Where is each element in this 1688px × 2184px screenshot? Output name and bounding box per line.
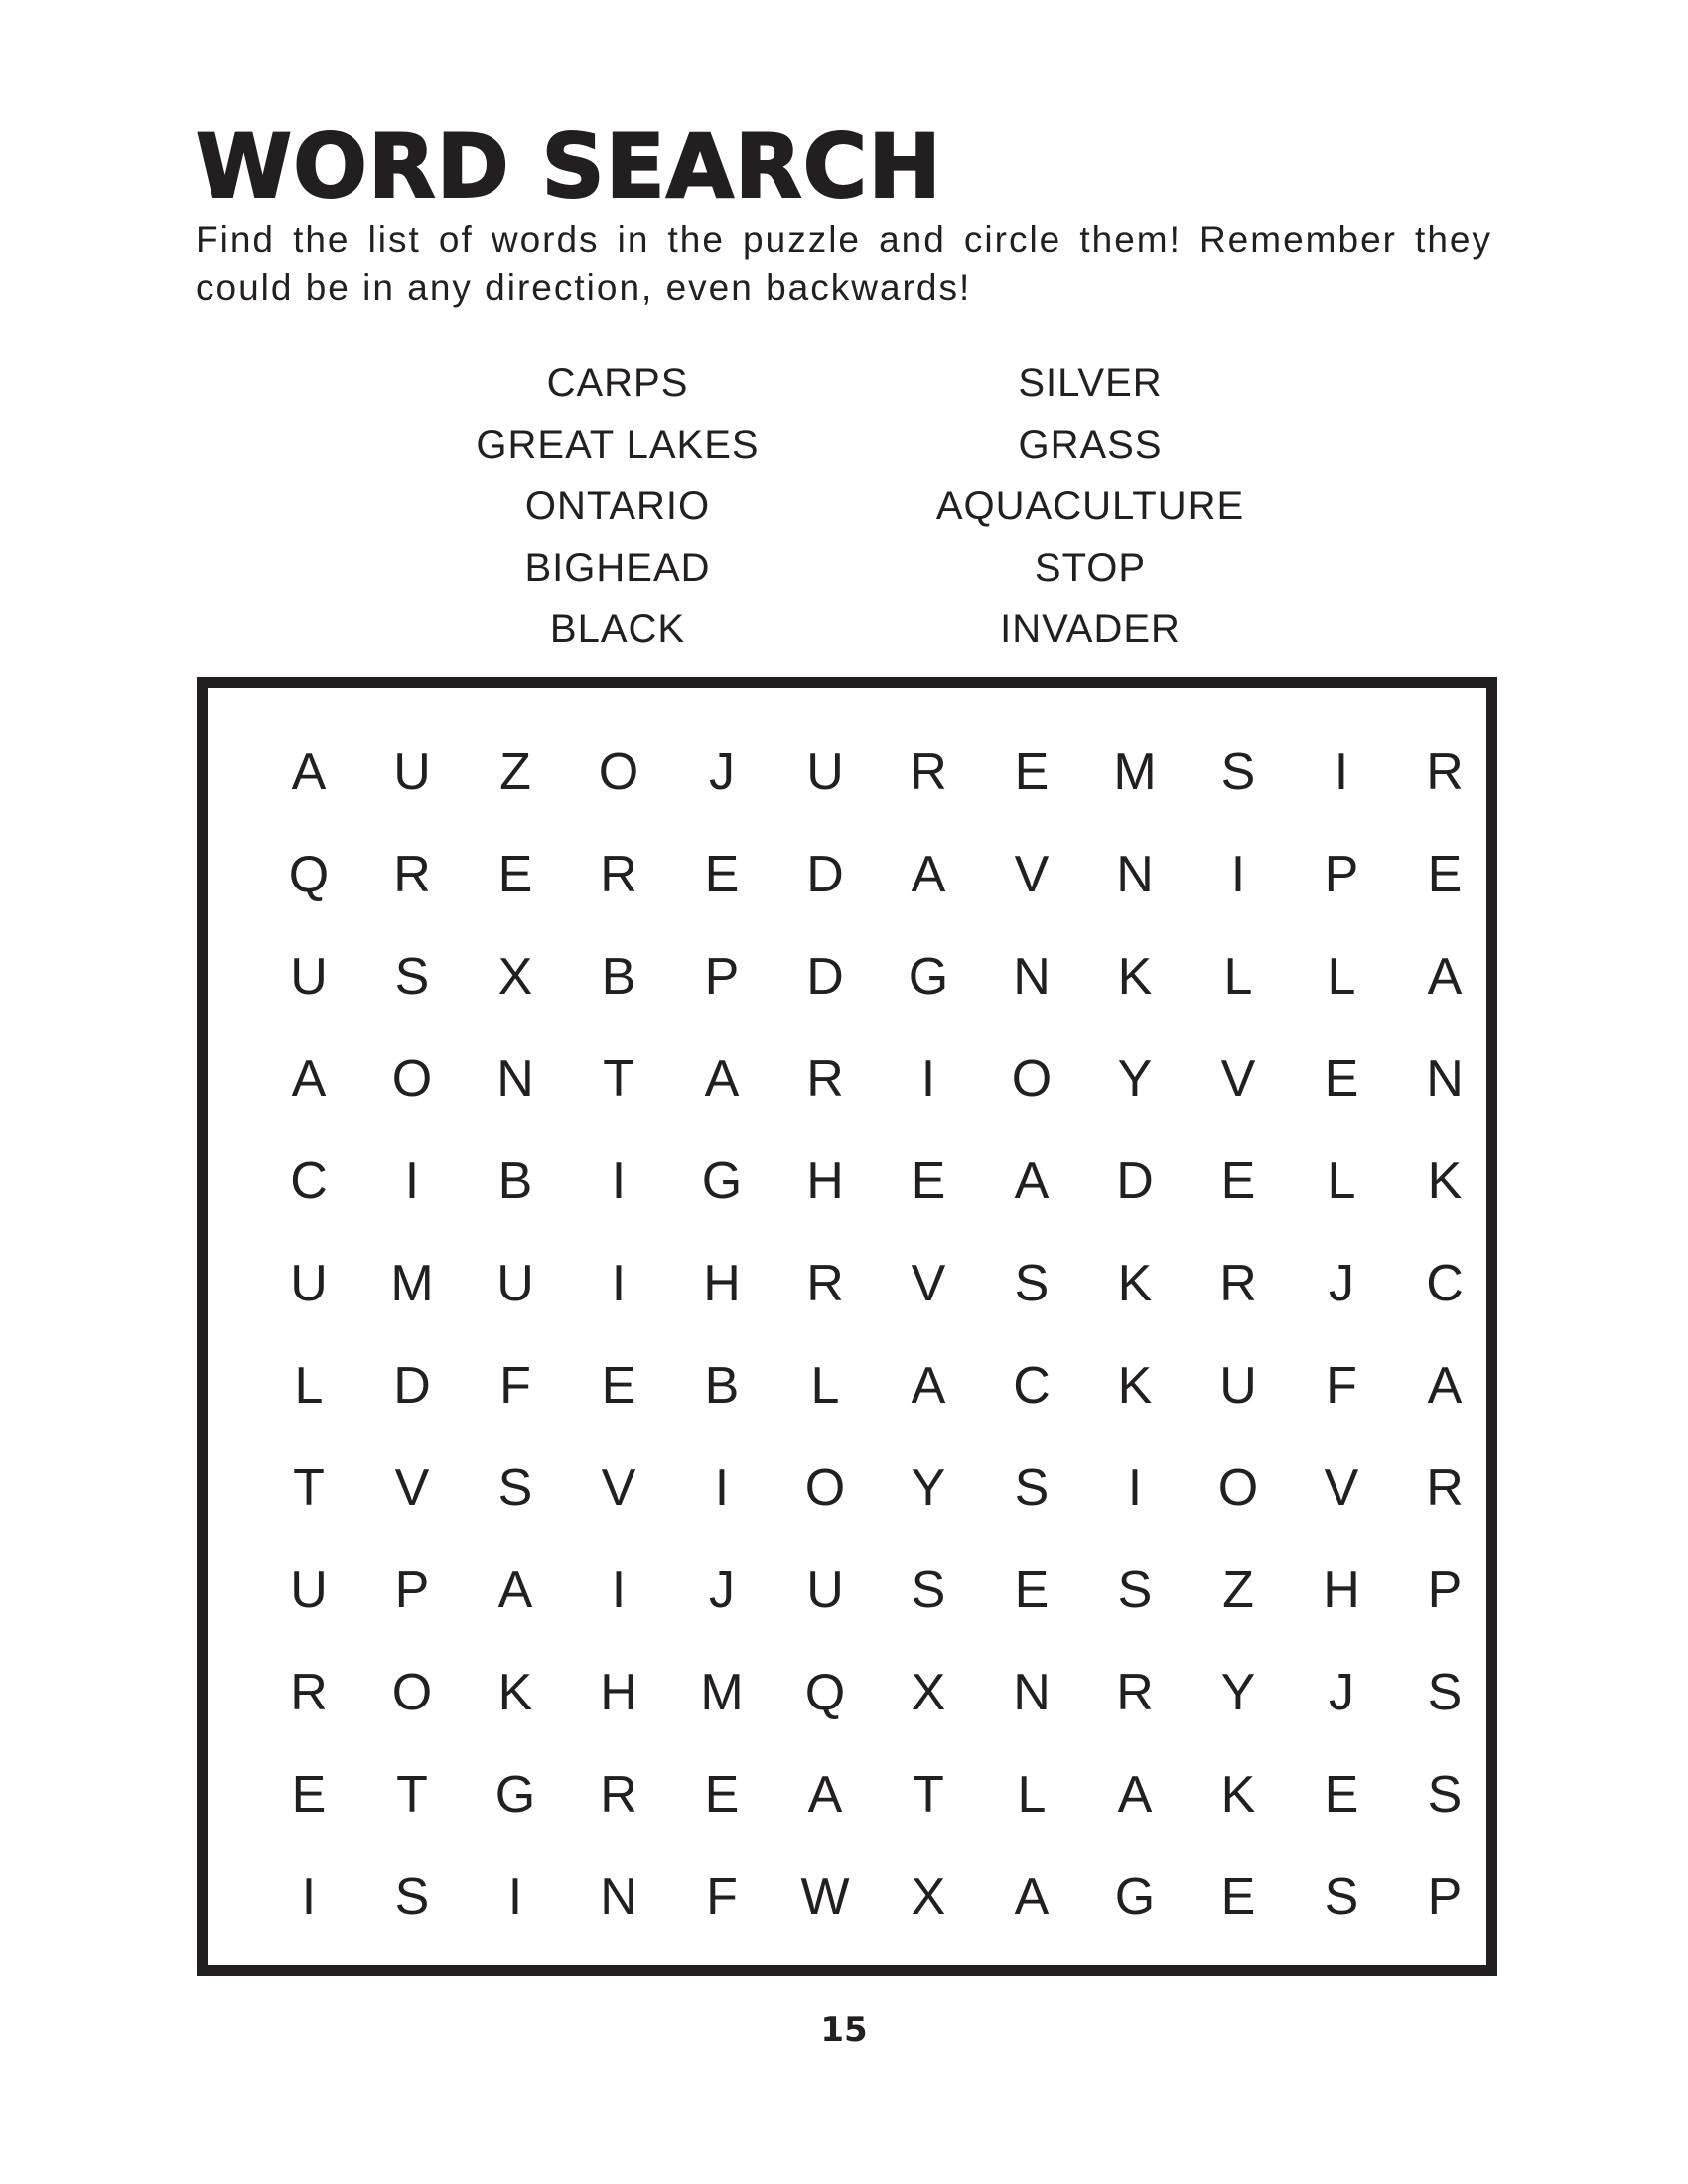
grid-letter[interactable]: I (1230, 845, 1246, 903)
grid-letter[interactable]: F (1326, 1356, 1357, 1415)
grid-letter[interactable]: P (1427, 1867, 1463, 1926)
grid-letter[interactable]: A (291, 1049, 327, 1108)
grid-letter[interactable]: S (911, 1561, 946, 1619)
grid-letter[interactable]: U (290, 947, 328, 1006)
grid-letter[interactable]: E (911, 1152, 946, 1210)
grid-letter[interactable]: U (1219, 1356, 1257, 1415)
word-item: SILVER (1018, 361, 1163, 405)
grid-letter[interactable]: R (1426, 743, 1464, 801)
grid-letter[interactable]: X (911, 1663, 946, 1721)
grid-letter[interactable]: M (700, 1663, 744, 1721)
grid-letter[interactable]: R (290, 1663, 328, 1721)
grid-letter[interactable]: G (908, 947, 949, 1006)
grid-letter[interactable]: Y (911, 1458, 946, 1517)
grid-letter[interactable]: R (1426, 1458, 1464, 1517)
grid-letter[interactable]: N (1013, 1663, 1051, 1721)
grid-letter[interactable]: H (600, 1663, 637, 1721)
grid-letter[interactable]: S (1117, 1561, 1153, 1619)
grid-letter[interactable]: U (290, 1254, 328, 1312)
grid-letter[interactable]: A (497, 1561, 533, 1619)
grid-letter[interactable]: R (1116, 1663, 1154, 1721)
grid-letter[interactable]: E (704, 1765, 740, 1824)
grid-letter[interactable]: K (1117, 1356, 1153, 1415)
grid-letter[interactable]: S (1427, 1663, 1463, 1721)
grid-letter[interactable]: A (1427, 947, 1463, 1006)
grid-letter[interactable]: E (291, 1765, 327, 1824)
grid-letter[interactable]: H (1323, 1561, 1360, 1619)
grid-letter[interactable]: X (911, 1867, 946, 1926)
word-item: CARPS (546, 361, 689, 405)
grid-letter[interactable]: C (1013, 1356, 1051, 1415)
grid-letter[interactable]: A (704, 1049, 740, 1108)
grid-letter[interactable]: T (396, 1765, 428, 1824)
grid-letter[interactable]: E (497, 845, 533, 903)
grid-letter[interactable]: V (911, 1254, 946, 1312)
grid-letter[interactable]: D (806, 845, 844, 903)
grid-letter[interactable]: G (494, 1765, 536, 1824)
grid-letter[interactable]: Y (1220, 1663, 1256, 1721)
grid-letter[interactable]: S (1324, 1867, 1359, 1926)
grid-letter[interactable]: D (393, 1356, 431, 1415)
grid-letter[interactable]: H (806, 1152, 844, 1210)
grid-letter[interactable]: F (499, 1356, 531, 1415)
grid-letter[interactable]: I (404, 1152, 420, 1210)
grid-letter[interactable]: I (507, 1867, 523, 1926)
grid-letter[interactable]: S (394, 1867, 430, 1926)
grid-letter[interactable]: S (1014, 1254, 1050, 1312)
grid-letter[interactable]: R (806, 1254, 844, 1312)
grid-letter[interactable]: I (1334, 743, 1349, 801)
grid-letter[interactable]: S (1220, 743, 1256, 801)
grid-letter[interactable]: E (1427, 845, 1463, 903)
grid-letter[interactable]: D (806, 947, 844, 1006)
grid-letter[interactable]: I (611, 1254, 627, 1312)
grid-letter[interactable]: E (1324, 1765, 1359, 1824)
grid-letter[interactable]: E (1220, 1152, 1256, 1210)
grid-letter[interactable]: Q (288, 845, 330, 903)
grid-letter[interactable]: L (810, 1356, 840, 1415)
grid-letter[interactable]: D (1116, 1152, 1154, 1210)
grid-letter[interactable]: G (701, 1152, 743, 1210)
grid-letter[interactable]: I (611, 1152, 627, 1210)
grid-letter[interactable]: O (391, 1663, 433, 1721)
word-item: BLACK (549, 608, 686, 651)
grid-letter[interactable]: V (1220, 1049, 1256, 1108)
grid-letter[interactable]: P (1427, 1561, 1463, 1619)
grid-letter[interactable]: V (394, 1458, 430, 1517)
grid-letter[interactable]: S (1014, 1458, 1050, 1517)
grid-letter[interactable]: A (291, 743, 327, 801)
grid-letter[interactable]: R (600, 1765, 637, 1824)
grid-letter[interactable]: O (391, 1049, 433, 1108)
grid-letter[interactable]: T (603, 1049, 634, 1108)
grid-letter[interactable]: T (293, 1458, 325, 1517)
grid-letter[interactable]: W (800, 1867, 850, 1926)
grid-letter[interactable]: G (1114, 1867, 1156, 1926)
grid-letter[interactable]: R (806, 1049, 844, 1108)
grid-letter[interactable]: P (704, 947, 740, 1006)
grid-letter[interactable]: A (807, 1765, 843, 1824)
grid-letter[interactable]: I (1127, 1458, 1143, 1517)
grid-letter[interactable]: Z (499, 743, 531, 801)
grid-letter[interactable]: F (706, 1867, 738, 1926)
grid-letter[interactable]: L (1223, 947, 1253, 1006)
page-number: 15 (820, 2010, 868, 2050)
grid-letter[interactable]: R (1219, 1254, 1257, 1312)
grid-letter[interactable]: N (1116, 845, 1154, 903)
grid-letter[interactable]: E (1324, 1049, 1359, 1108)
grid-letter[interactable]: K (1117, 947, 1153, 1006)
grid-letter[interactable]: J (709, 1561, 735, 1619)
grid-letter[interactable]: E (704, 845, 740, 903)
grid-letter[interactable]: O (804, 1458, 846, 1517)
grid-letter[interactable]: P (1324, 845, 1359, 903)
letter-grid (257, 721, 1496, 1948)
grid-letter[interactable]: A (1427, 1356, 1463, 1415)
grid-letter[interactable]: J (709, 743, 735, 801)
grid-letter[interactable]: K (497, 1663, 533, 1721)
grid-letter[interactable]: O (1217, 1458, 1259, 1517)
grid-letter[interactable]: I (611, 1561, 627, 1619)
puzzle-frame (197, 677, 1497, 1976)
grid-letter[interactable]: K (1117, 1254, 1153, 1312)
grid-letter[interactable]: I (714, 1458, 730, 1517)
grid-letter[interactable]: V (1324, 1458, 1359, 1517)
grid-letter[interactable]: A (1117, 1765, 1153, 1824)
grid-letter[interactable]: V (601, 1458, 636, 1517)
grid-letter[interactable]: C (1426, 1254, 1464, 1312)
grid-letter[interactable]: E (601, 1356, 636, 1415)
grid-letter[interactable]: C (290, 1152, 328, 1210)
grid-letter[interactable]: M (390, 1254, 434, 1312)
grid-letter[interactable]: A (1014, 1867, 1050, 1926)
grid-letter[interactable]: K (1427, 1152, 1463, 1210)
grid-letter[interactable]: H (703, 1254, 741, 1312)
grid-letter[interactable]: S (1427, 1765, 1463, 1824)
grid-letter[interactable]: Q (804, 1663, 846, 1721)
grid-letter[interactable]: X (497, 947, 533, 1006)
word-item: GRASS (1018, 423, 1163, 467)
word-list-left (379, 352, 856, 660)
grid-letter[interactable]: Z (1222, 1561, 1254, 1619)
instructions-text: Find the list of words in the puzzle and circle them! Remember they could be in any direction, even backwards! (196, 219, 1492, 308)
grid-letter[interactable]: U (806, 743, 844, 801)
grid-letter[interactable]: R (910, 743, 947, 801)
grid-letter[interactable]: O (598, 743, 639, 801)
grid-letter[interactable]: U (806, 1561, 844, 1619)
word-item: AQUACULTURE (935, 484, 1245, 528)
grid-letter[interactable]: Y (1117, 1049, 1153, 1108)
grid-letter[interactable]: S (497, 1458, 533, 1517)
page-title: WORD SEARCH (196, 115, 942, 217)
grid-letter[interactable]: T (913, 1765, 944, 1824)
grid-letter[interactable]: O (1011, 1049, 1053, 1108)
grid-letter[interactable]: A (911, 845, 946, 903)
word-item: GREAT LAKES (476, 423, 760, 467)
word-item: ONTARIO (524, 484, 711, 528)
grid-letter[interactable]: N (496, 1049, 534, 1108)
grid-letter[interactable]: E (1014, 1561, 1050, 1619)
grid-letter[interactable]: U (496, 1254, 534, 1312)
grid-letter[interactable]: B (497, 1152, 533, 1210)
grid-letter[interactable]: N (600, 1867, 637, 1926)
grid-letter[interactable]: N (1426, 1049, 1464, 1108)
grid-letter[interactable]: U (393, 743, 431, 801)
grid-letter[interactable]: R (393, 845, 431, 903)
grid-letter[interactable]: M (1113, 743, 1157, 801)
grid-letter[interactable]: V (1014, 845, 1050, 903)
word-list-right (852, 352, 1329, 660)
grid-letter[interactable]: R (600, 845, 637, 903)
grid-letter[interactable]: A (911, 1356, 946, 1415)
grid-letter[interactable]: K (1220, 1765, 1256, 1824)
grid-letter[interactable]: I (920, 1049, 936, 1108)
grid-letter[interactable]: I (301, 1867, 317, 1926)
grid-letter[interactable]: E (1014, 743, 1050, 801)
word-item: BIGHEAD (524, 546, 711, 590)
word-item: STOP (1034, 546, 1147, 590)
grid-letter[interactable]: P (394, 1561, 430, 1619)
word-item: INVADER (1000, 608, 1181, 651)
grid-letter[interactable]: L (1327, 1152, 1356, 1210)
grid-letter[interactable]: U (290, 1561, 328, 1619)
grid-letter[interactable]: A (1014, 1152, 1050, 1210)
grid-letter[interactable]: J (1329, 1254, 1354, 1312)
grid-letter[interactable]: J (1329, 1663, 1354, 1721)
grid-letter[interactable]: L (1017, 1765, 1047, 1824)
grid-letter[interactable]: N (1013, 947, 1051, 1006)
grid-letter[interactable]: B (704, 1356, 740, 1415)
grid-letter[interactable]: L (294, 1356, 324, 1415)
grid-letter[interactable]: S (394, 947, 430, 1006)
grid-letter[interactable]: E (1220, 1867, 1256, 1926)
grid-letter[interactable]: B (601, 947, 636, 1006)
grid-letter[interactable]: L (1327, 947, 1356, 1006)
